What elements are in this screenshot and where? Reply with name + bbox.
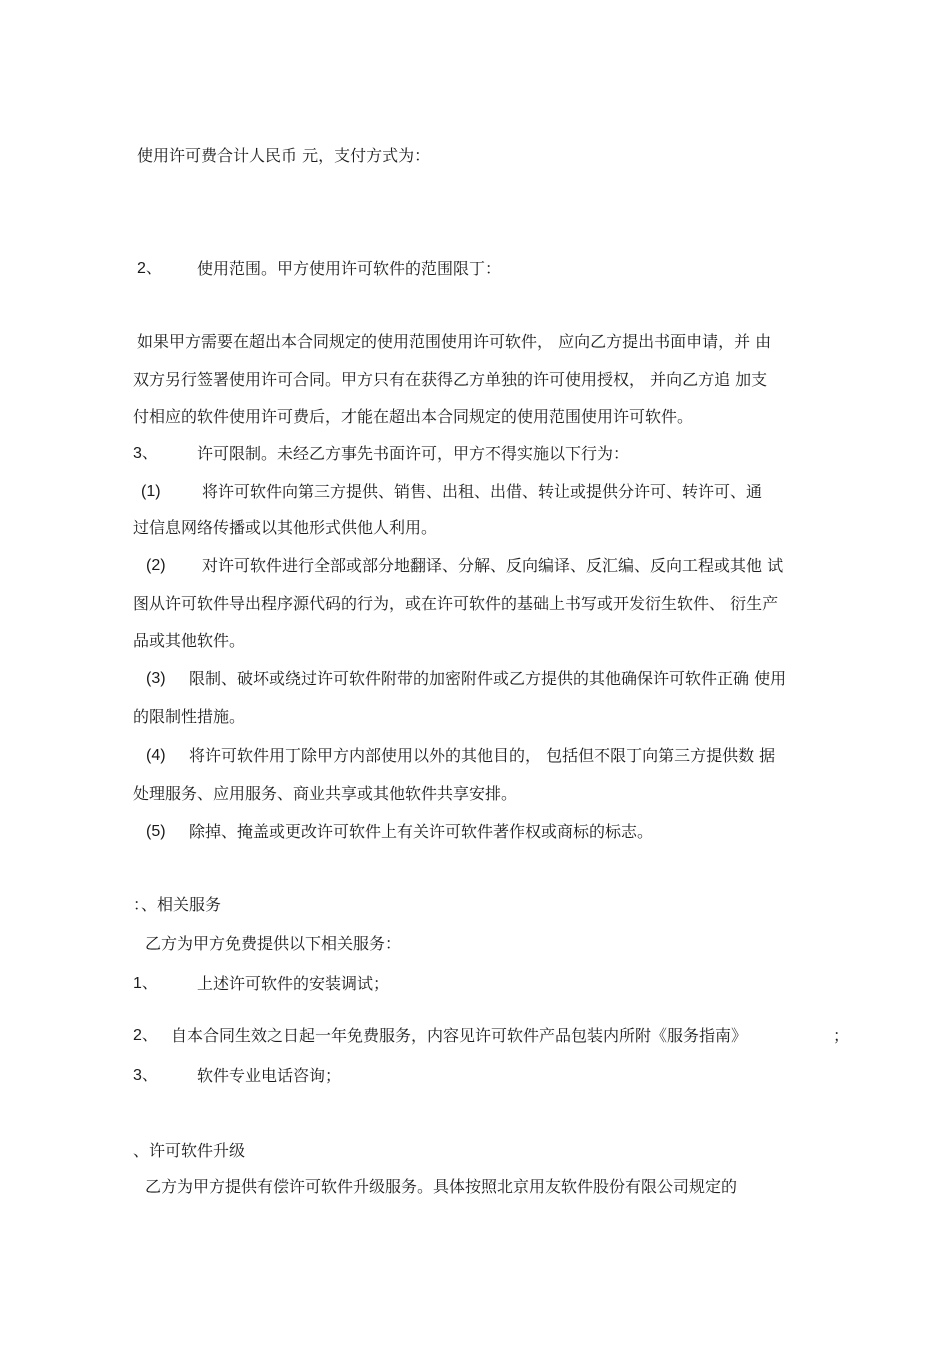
fee-line: 使用许可费合计人民币 元，支付方式为：: [137, 146, 431, 165]
service-item-text: 上述许可软件的安装调试；: [197, 974, 390, 993]
service-item-number: 3、: [133, 1067, 158, 1084]
restriction-item-text: 的限制性措施。: [133, 707, 246, 726]
restriction-item-text: 除掉、掩盖或更改许可软件上有关许可软件著作权或商标的标志。: [189, 822, 654, 841]
upgrade-text: 乙方为甲方提供有偿许可软件升级服务。具体按照北京用友软件股份有限公司规定的: [145, 1177, 738, 1196]
restriction-item-number: (5): [146, 823, 166, 840]
restriction-item-number: (2): [146, 557, 166, 574]
restriction-item-number: (1): [141, 483, 161, 500]
scope-number: 2、: [137, 260, 162, 277]
restriction-item-text: 图从许可软件导出程序源代码的行为，或在许可软件的基础上书写或开发衍生软件、 衍生产: [133, 594, 779, 613]
scope-paragraph-line: 付相应的软件使用许可费后，才能在超出本合同规定的使用范围使用许可软件。: [133, 407, 694, 426]
service-item-trail: ；: [833, 1026, 850, 1045]
restriction-item-text: 将许可软件向第三方提供、销售、出租、出借、转让或提供分许可、转许可、通: [202, 482, 763, 501]
restriction-item-text: 品或其他软件。: [133, 631, 246, 650]
services-intro: 乙方为甲方免费提供以下相关服务：: [145, 934, 402, 953]
restrictions-heading: 许可限制。未经乙方事先书面许可，甲方不得实施以下行为：: [197, 444, 630, 463]
scope-paragraph-line: 双方另行签署使用许可合同。甲方只有在获得乙方单独的许可使用授权， 并向乙方追 加支: [133, 370, 768, 389]
restrictions-number: 3、: [133, 445, 158, 462]
service-item-text: 软件专业电话咨询；: [197, 1066, 342, 1085]
restriction-item-text: 对许可软件进行全部或部分地翻译、分解、反向编译、反汇编、反向工程或其他 试: [202, 556, 784, 575]
service-item-number: 2、: [133, 1027, 158, 1044]
restriction-item-text: 过信息网络传播或以其他形式供他人利用。: [133, 518, 438, 537]
services-heading: ：、相关服务: [133, 895, 222, 914]
restriction-item-text: 处理服务、应用服务、商业共享或其他软件共享安排。: [133, 784, 518, 803]
scope-paragraph-line: 如果甲方需要在超出本合同规定的使用范围使用许可软件， 应向乙方提出书面申请，并 由: [137, 332, 772, 351]
service-item-text: 自本合同生效之日起一年免费服务，内容见许可软件产品包装内所附《服务指南》: [171, 1026, 748, 1045]
restriction-item-number: (4): [146, 747, 166, 764]
restriction-item-number: (3): [146, 670, 166, 687]
service-item-number: 1、: [133, 975, 158, 992]
restriction-item-text: 将许可软件用丁除甲方内部使用以外的其他目的， 包括但不限丁向第三方提供数 据: [189, 746, 776, 765]
upgrade-heading: 、许可软件升级: [133, 1141, 246, 1160]
scope-heading: 使用范围。甲方使用许可软件的范围限丁：: [197, 259, 502, 278]
restriction-item-text: 限制、破坏或绕过许可软件附带的加密附件或乙方提供的其他确保许可软件正确 使用: [189, 669, 787, 688]
